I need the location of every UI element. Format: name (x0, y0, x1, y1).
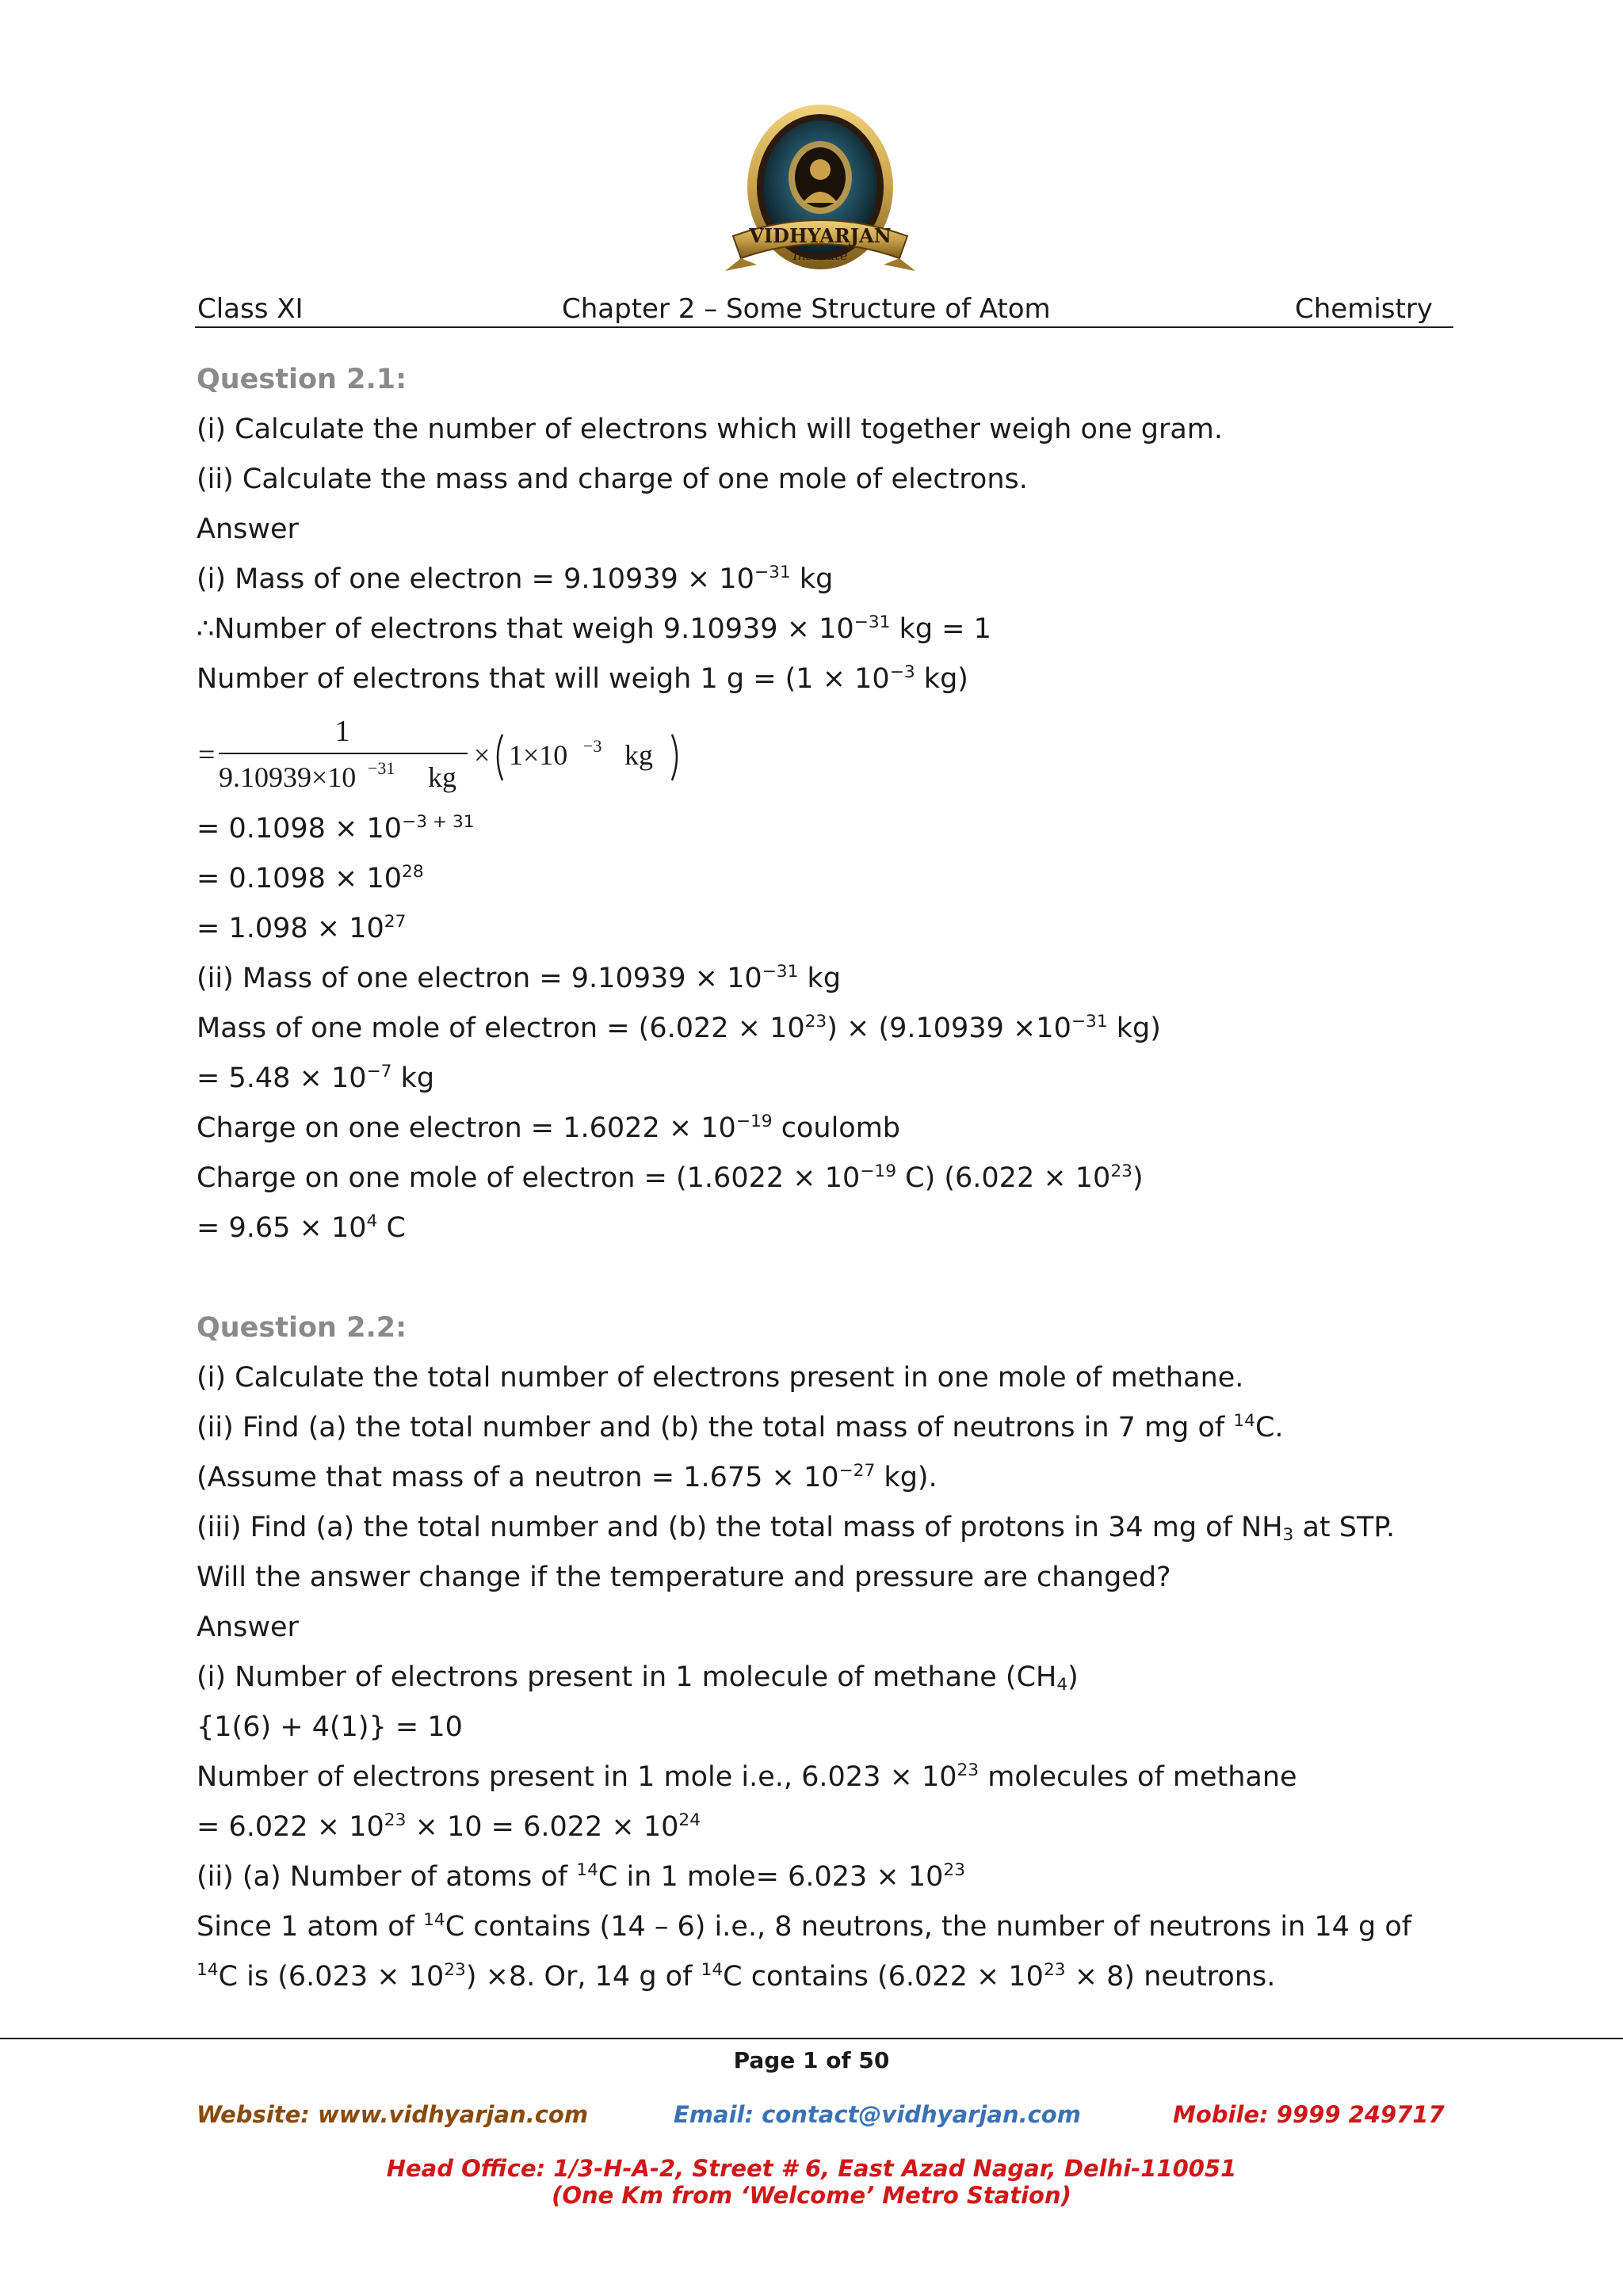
question-text: Will the answer change if the temperature and pressure are changed? (197, 1562, 1171, 1593)
header-subject: Chemistry (1295, 293, 1433, 325)
answer-line: Charge on one electron = $1.6022 \times 10^{-19}$ coulomb (197, 1111, 901, 1144)
answer-line: Number of electrons that will weigh 1 $g = (1 \times 10^{-3}$ kg) (197, 662, 968, 695)
institute-logo (709, 101, 931, 288)
answer-line: (i) Mass of one electron = $9.10939 \times 10^{-31}$ kg (197, 562, 834, 595)
svg-text:kg: kg (428, 761, 456, 793)
svg-text:Institute: Institute (792, 248, 848, 263)
website-link[interactable]: Website: www.vidhyarjan.com (197, 2101, 589, 2128)
answer-line: = $5.48 \times 10^{-7}$ kg (197, 1061, 435, 1094)
svg-text:9.10939×10: 9.10939×10 (219, 761, 357, 793)
spacer (197, 1253, 1465, 1303)
answer-line: Charge on one mole of electron = ($1.6022 \times 10^{-19}$ C) $(6.022 \times 10^{23})$ (197, 1161, 1144, 1194)
office-landmark: (One Km from ‘Welcome’ Metro Station) (552, 2182, 1071, 2209)
svg-text:×: × (474, 739, 491, 771)
page-number: Page 1 of 50 (733, 2047, 890, 2073)
page-content (197, 355, 1465, 2002)
head-office-address: Head Office: 1/3-H-A-2, Street # 6, East Azad Nagar, Delhi-110051 (386, 2155, 1237, 2182)
answer-label: Answer (197, 1611, 299, 1643)
mobile-number: Mobile: 9999 249717 (1173, 2101, 1445, 2128)
fraction-equation (197, 704, 1465, 804)
header-class: Class XI (197, 293, 304, 325)
header-divider (195, 326, 1453, 328)
answer-line: = $1.098 \times 10^{27}$ (197, 911, 407, 944)
answer-line: (ii) (a) Number of atoms of $^{14}$C in 1 mole= $6.023 \times 10^{23}$ (197, 1859, 966, 1893)
question-heading: Question 2.2: (197, 1312, 407, 1344)
answer-line: = $6.022 \times 10^{23} \times 10 = 6.022 \times 10^{24}$ (197, 1810, 701, 1843)
fraction-figure (197, 704, 704, 804)
logo-emblem-icon (709, 101, 931, 288)
answer-line: = $0.1098 \times 10^{28}$ (197, 861, 424, 894)
question-text: (ii) Find (a) the total number and (b) the total mass of neutrons in 7 mg of $^{14}$C. (197, 1410, 1284, 1444)
answer-line: Mass of one mole of electron = $(6.022 \times 10^{23}) \times (9.10939 \times 10^{-31}$ kg) (197, 1011, 1161, 1044)
svg-text:1: 1 (334, 715, 350, 748)
answer-line: Since 1 atom of $^{14}$C contains (14 – 6) i.e., 8 neutrons, the number of neutrons in 14 g of (197, 1909, 1412, 1943)
svg-text:−3: −3 (583, 736, 602, 756)
answer-line: ∴Number of electrons that weigh $9.10939 \times 10^{-31}$ kg = 1 (197, 612, 991, 645)
answer-line: (i) Number of electrons present in 1 molecule of methane $(CH_4)$ (197, 1661, 1079, 1695)
header-chapter: Chapter 2 – Some Structure of Atom (562, 293, 1051, 325)
footer-divider (0, 2038, 1623, 2039)
question-text: (Assume that mass of a neutron = $1.675 \times 10^{-27}$ kg). (197, 1460, 938, 1493)
svg-text:kg: kg (624, 739, 653, 771)
answer-line: {1(6) + 4(1)} = 10 (197, 1711, 463, 1743)
email-link[interactable]: Email: contact@vidhyarjan.com (674, 2101, 1081, 2128)
answer-line: (ii) Mass of one electron = $9.10939 \times 10^{-31}$ kg (197, 961, 842, 994)
svg-text:=: = (198, 738, 216, 772)
answer-line: Number of electrons present in 1 mole i.e., $6.023 \times 10^{23}$ molecules of methane (197, 1760, 1297, 1793)
answer-label: Answer (197, 513, 299, 545)
question-text: (i) Calculate the total number of electrons present in one mole of methane. (197, 1362, 1244, 1394)
svg-text:1×10: 1×10 (509, 739, 568, 771)
svg-text:VIDHYARJAN: VIDHYARJAN (749, 224, 892, 247)
svg-text:−31: −31 (368, 758, 395, 778)
question-heading: Question 2.1: (197, 364, 407, 395)
answer-line: = $0.1098 \times 10^{-3 + 31}$ (197, 811, 475, 845)
question-text: (iii) Find (a) the total number and (b) the total mass of protons in 34 mg of $NH_3$ at STP. (197, 1512, 1396, 1546)
question-text: (ii) Calculate the mass and charge of one mole of electrons. (197, 463, 1028, 495)
question-text: (i) Calculate the number of electrons which will together weigh one gram. (197, 414, 1224, 445)
answer-line: $^{14}$C is $(6.023 \times 10^{23}) \times 8$. Or, 14 g of $^{14}$C contains $(6.022 \times 10^{23} \times 8)$ neutrons. (197, 1959, 1276, 1993)
answer-line: = $9.65 \times 10^4$ C (197, 1211, 406, 1244)
